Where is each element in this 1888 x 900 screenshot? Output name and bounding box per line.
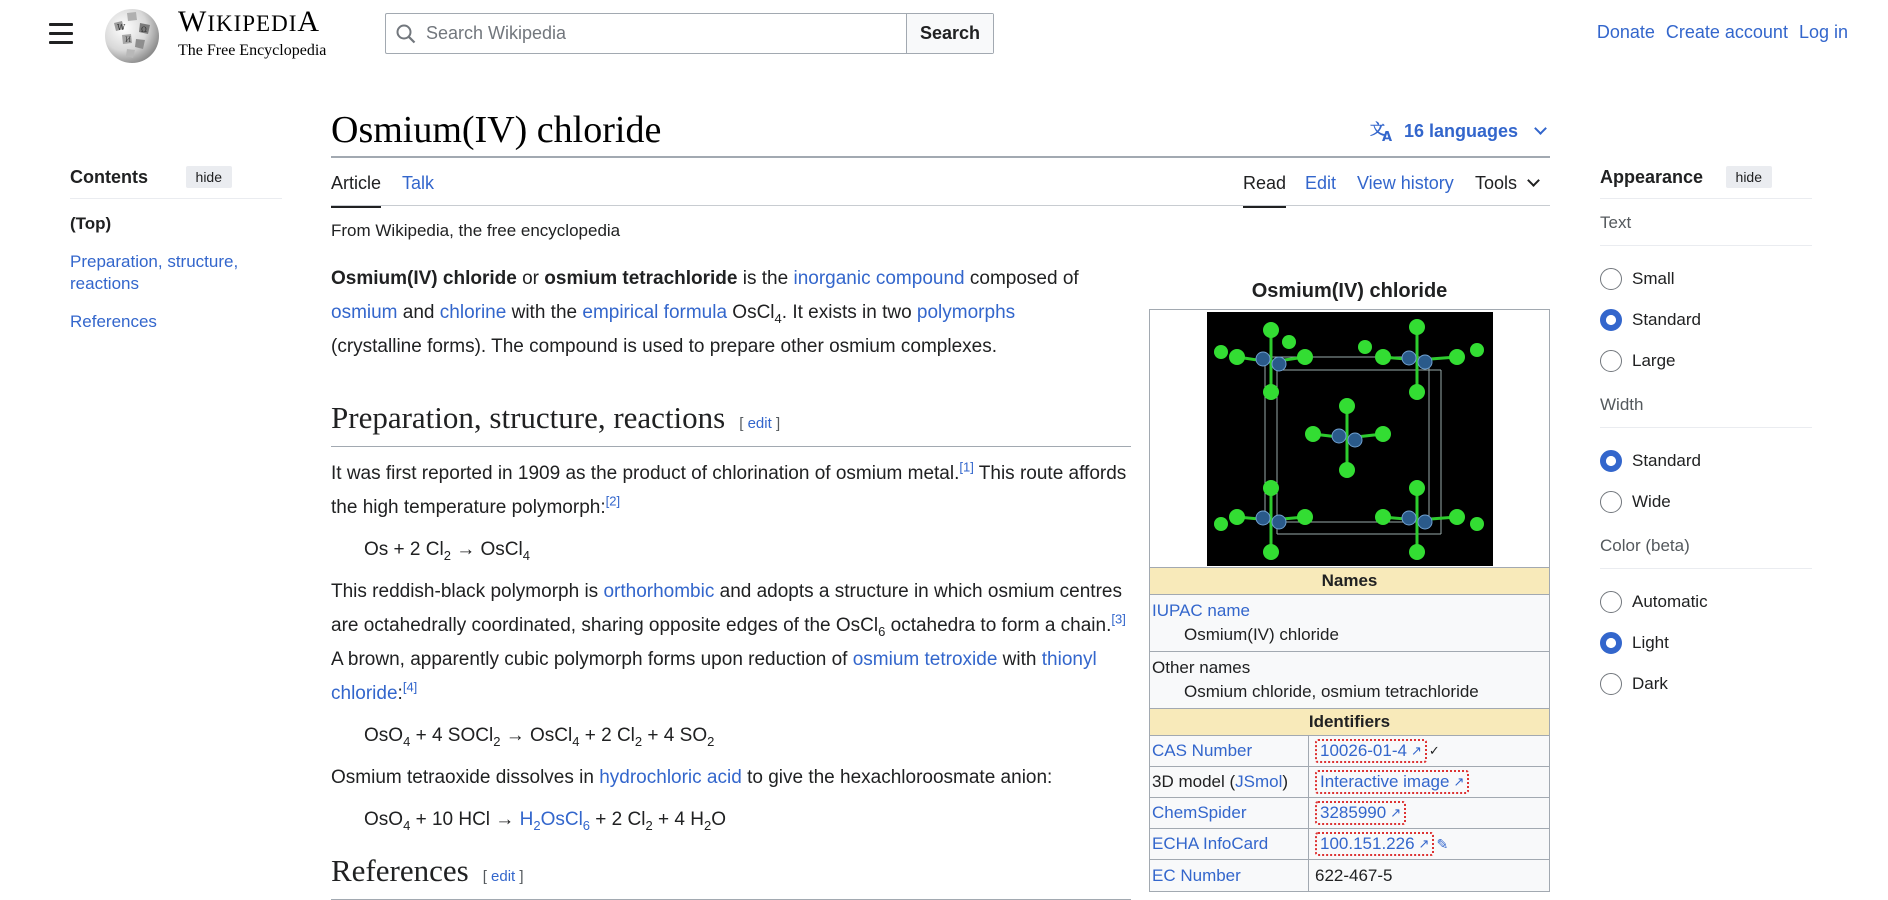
chemspider-link[interactable]: ChemSpider (1152, 803, 1247, 822)
title-divider (331, 156, 1550, 158)
text-size-group: Text Small Standard Large (1600, 213, 1812, 381)
user-links (1597, 22, 1848, 43)
tab-talk[interactable]: Talk (402, 173, 435, 193)
osmium-chloride-structure-image (1207, 312, 1493, 566)
section-heading-preparation: Preparation, structure, reactions [ edit ] (331, 398, 1131, 447)
infobox-row-chemspider (1150, 798, 1549, 829)
width-standard-radio[interactable]: Standard (1600, 440, 1812, 481)
link-hydrochloric-acid[interactable]: hydrochloric acid (599, 767, 742, 788)
infobox-other-names: Other names Osmium chloride, osmium tetrachloride (1150, 652, 1549, 709)
color-automatic-radio[interactable]: Automatic (1600, 581, 1812, 622)
page-title: Osmium(IV) chloride (331, 109, 662, 151)
search-form (385, 13, 994, 54)
citation-1[interactable]: [1] (959, 459, 974, 475)
color-dark-radio[interactable]: Dark (1600, 663, 1812, 704)
ec-number-link[interactable]: EC Number (1152, 865, 1241, 885)
table-of-contents (70, 166, 282, 349)
page-tabs (331, 160, 1550, 206)
echa-infocard-link[interactable]: ECHA InfoCard (1152, 834, 1269, 853)
infobox (1149, 280, 1550, 892)
citation-3[interactable]: [3] (1111, 611, 1126, 627)
infobox-section-identifiers: Identifiers (1150, 709, 1549, 736)
link-inorganic-compound[interactable]: inorganic compound (793, 268, 965, 289)
infobox-iupac-name: IUPAC name Osmium(IV) chloride (1150, 595, 1549, 652)
intro-paragraph: Osmium(IV) chloride or osmium tetrachloride is the inorganic compound composed of osmium and chlorine with the empirical formula OsCl$_4$. It exists in two polymorphs (crystalline forms). The compound is used to prepare other osmium complexes. (331, 268, 1079, 357)
jsmol-link[interactable]: JSmol (1235, 772, 1283, 791)
tagline: The Free Encyclopedia (178, 42, 327, 59)
infobox-title: Osmium(IV) chloride (1251, 280, 1448, 302)
link-polymorphs[interactable]: polymorphs (916, 302, 1016, 323)
infobox-row-cas (1150, 736, 1549, 767)
external-link-icon: ↗ (1453, 774, 1465, 789)
svg-text:W: W (117, 23, 126, 32)
translate-icon (1370, 120, 1396, 142)
tab-view-history[interactable]: View history (1357, 173, 1454, 193)
hamburger-icon (49, 23, 73, 26)
article-body (331, 398, 1131, 900)
link-chlorine[interactable]: chlorine (439, 302, 507, 323)
crystal-structure-image[interactable] (1150, 310, 1549, 568)
language-button[interactable]: 文 A 16 languages (1370, 120, 1545, 142)
search-button[interactable]: Search (907, 14, 993, 53)
text-size-large-radio[interactable]: Large (1600, 340, 1812, 381)
cas-number-link[interactable]: CAS Number (1152, 741, 1253, 760)
infobox-row-ec-number: EC Number 622-467-5 (1150, 860, 1549, 891)
link-osmium[interactable]: osmium (331, 302, 398, 323)
tab-edit[interactable]: Edit (1305, 173, 1337, 193)
toc-hide-button[interactable]: hide (186, 166, 232, 188)
wordmark[interactable]: WIKIPEDIA The Free Encyclopedia (178, 5, 327, 59)
link-orthorhombic[interactable]: orthorhombic (603, 581, 715, 602)
svg-text:A: A (1382, 130, 1393, 142)
edit-section-link[interactable]: edit (491, 868, 516, 885)
svg-text:文: 文 (1370, 120, 1386, 138)
search-input[interactable] (426, 23, 906, 44)
toc-heading: Contents (70, 166, 148, 187)
article-content (331, 220, 1134, 366)
search-icon (396, 24, 416, 44)
chemspider-value-link[interactable]: 3285990 (1320, 803, 1387, 822)
iupac-name-link[interactable]: IUPAC name (1152, 601, 1250, 620)
tab-article[interactable]: Article (331, 173, 381, 208)
pencil-edit-icon[interactable]: ✎ (1436, 835, 1449, 852)
chevron-down-icon (1527, 174, 1540, 187)
svg-text:И: И (125, 36, 132, 44)
site-sub: From Wikipedia, the free encyclopedia (331, 221, 621, 240)
paragraph: This reddish-black polymorph is orthorhombic and adopts a structure in which osmium centres are octahedrally coordinated, sharing opposite edges of the OsCl$_6$ octahedra to form a chain.[3] A brown, apparently cubic polymorph forms upon reduction of osmium tetroxide with thionyl chloride:[4] (331, 581, 1126, 704)
section-heading-references: References [ edit ] (331, 851, 1131, 900)
width-wide-radio[interactable]: Wide (1600, 481, 1812, 522)
toc-item-top[interactable]: (Top) (70, 214, 112, 233)
citation-2[interactable]: [2] (605, 493, 621, 509)
equation: OsO$_4$ + 4 SOCl$_2$ → OsCl$_4$ + 2 $Cl_2 + 4$ $SO_2$ (364, 725, 715, 749)
equation: OsO$_4$ + 10 HCl → $H_2OsCl_6 + 2$ $Cl_2 + 4$ $H_2O$ (364, 809, 726, 833)
link-empirical-formula[interactable]: empirical formula (582, 302, 728, 323)
create-account-link[interactable]: Create account (1665, 22, 1788, 42)
citation-4[interactable]: [4] (402, 679, 418, 695)
main-menu-button[interactable] (44, 16, 78, 50)
external-link-icon: ↗ (1410, 743, 1422, 758)
toc-item-references[interactable]: References (70, 312, 157, 331)
equation: Os + 2 $Cl_2$ → OsCl$_4$ (364, 539, 530, 563)
paragraph: It was first reported in 1909 as the product of chlorination of osmium metal.[1] This route affords the high temperature polymorph:[2] (331, 459, 1127, 518)
link-osmium-tetroxide[interactable]: osmium tetroxide (852, 649, 998, 670)
appearance-heading: Appearance (1600, 166, 1704, 187)
width-group: Width Standard Wide (1600, 395, 1812, 522)
color-group: Color (beta) Automatic Light Dark (1600, 536, 1812, 704)
wikipedia-globe-logo[interactable] (100, 3, 164, 65)
color-light-radio[interactable]: Light (1600, 622, 1812, 663)
external-link-icon: ↗ (1390, 805, 1402, 820)
svg-text:Ω: Ω (141, 26, 147, 34)
tab-read[interactable]: Read (1243, 173, 1286, 208)
text-size-standard-radio[interactable]: Standard (1600, 299, 1812, 340)
echa-value-link[interactable]: 100.151.226 (1320, 834, 1415, 853)
text-size-small-radio[interactable]: Small (1600, 258, 1812, 299)
infobox-row-echa (1150, 829, 1549, 860)
checkmark-icon: ✓ (1428, 743, 1440, 758)
cas-value-link[interactable]: 10026-01-4 (1320, 741, 1407, 760)
paragraph: Osmium tetraoxide dissolves in hydrochloric acid to give the hexachloroosmate anion: (331, 767, 1053, 788)
site-header (0, 0, 1888, 66)
edit-section-link[interactable]: edit (747, 415, 772, 432)
chevron-down-icon (1534, 122, 1547, 135)
appearance-hide-button[interactable]: hide (1726, 166, 1772, 188)
toc-item-preparation[interactable]: Preparation, structure, reactions (70, 252, 239, 293)
donate-link[interactable]: Donate (1596, 22, 1655, 42)
external-link-icon: ↗ (1418, 836, 1430, 851)
interactive-image-link[interactable]: Interactive image (1320, 772, 1450, 791)
link-thionyl-chloride[interactable]: thionyl chloride (331, 649, 1097, 704)
infobox-row-3d-model: 3D model ( JSmol ) Interactive image ↗ (1150, 767, 1549, 798)
login-link[interactable]: Log in (1798, 22, 1848, 42)
appearance-panel (1600, 166, 1812, 704)
infobox-section-names: Names (1150, 568, 1549, 595)
tools-menu[interactable]: Tools (1475, 173, 1538, 194)
link-hexachloroosmic-acid[interactable]: $H_2OsCl_6$ (519, 809, 591, 833)
